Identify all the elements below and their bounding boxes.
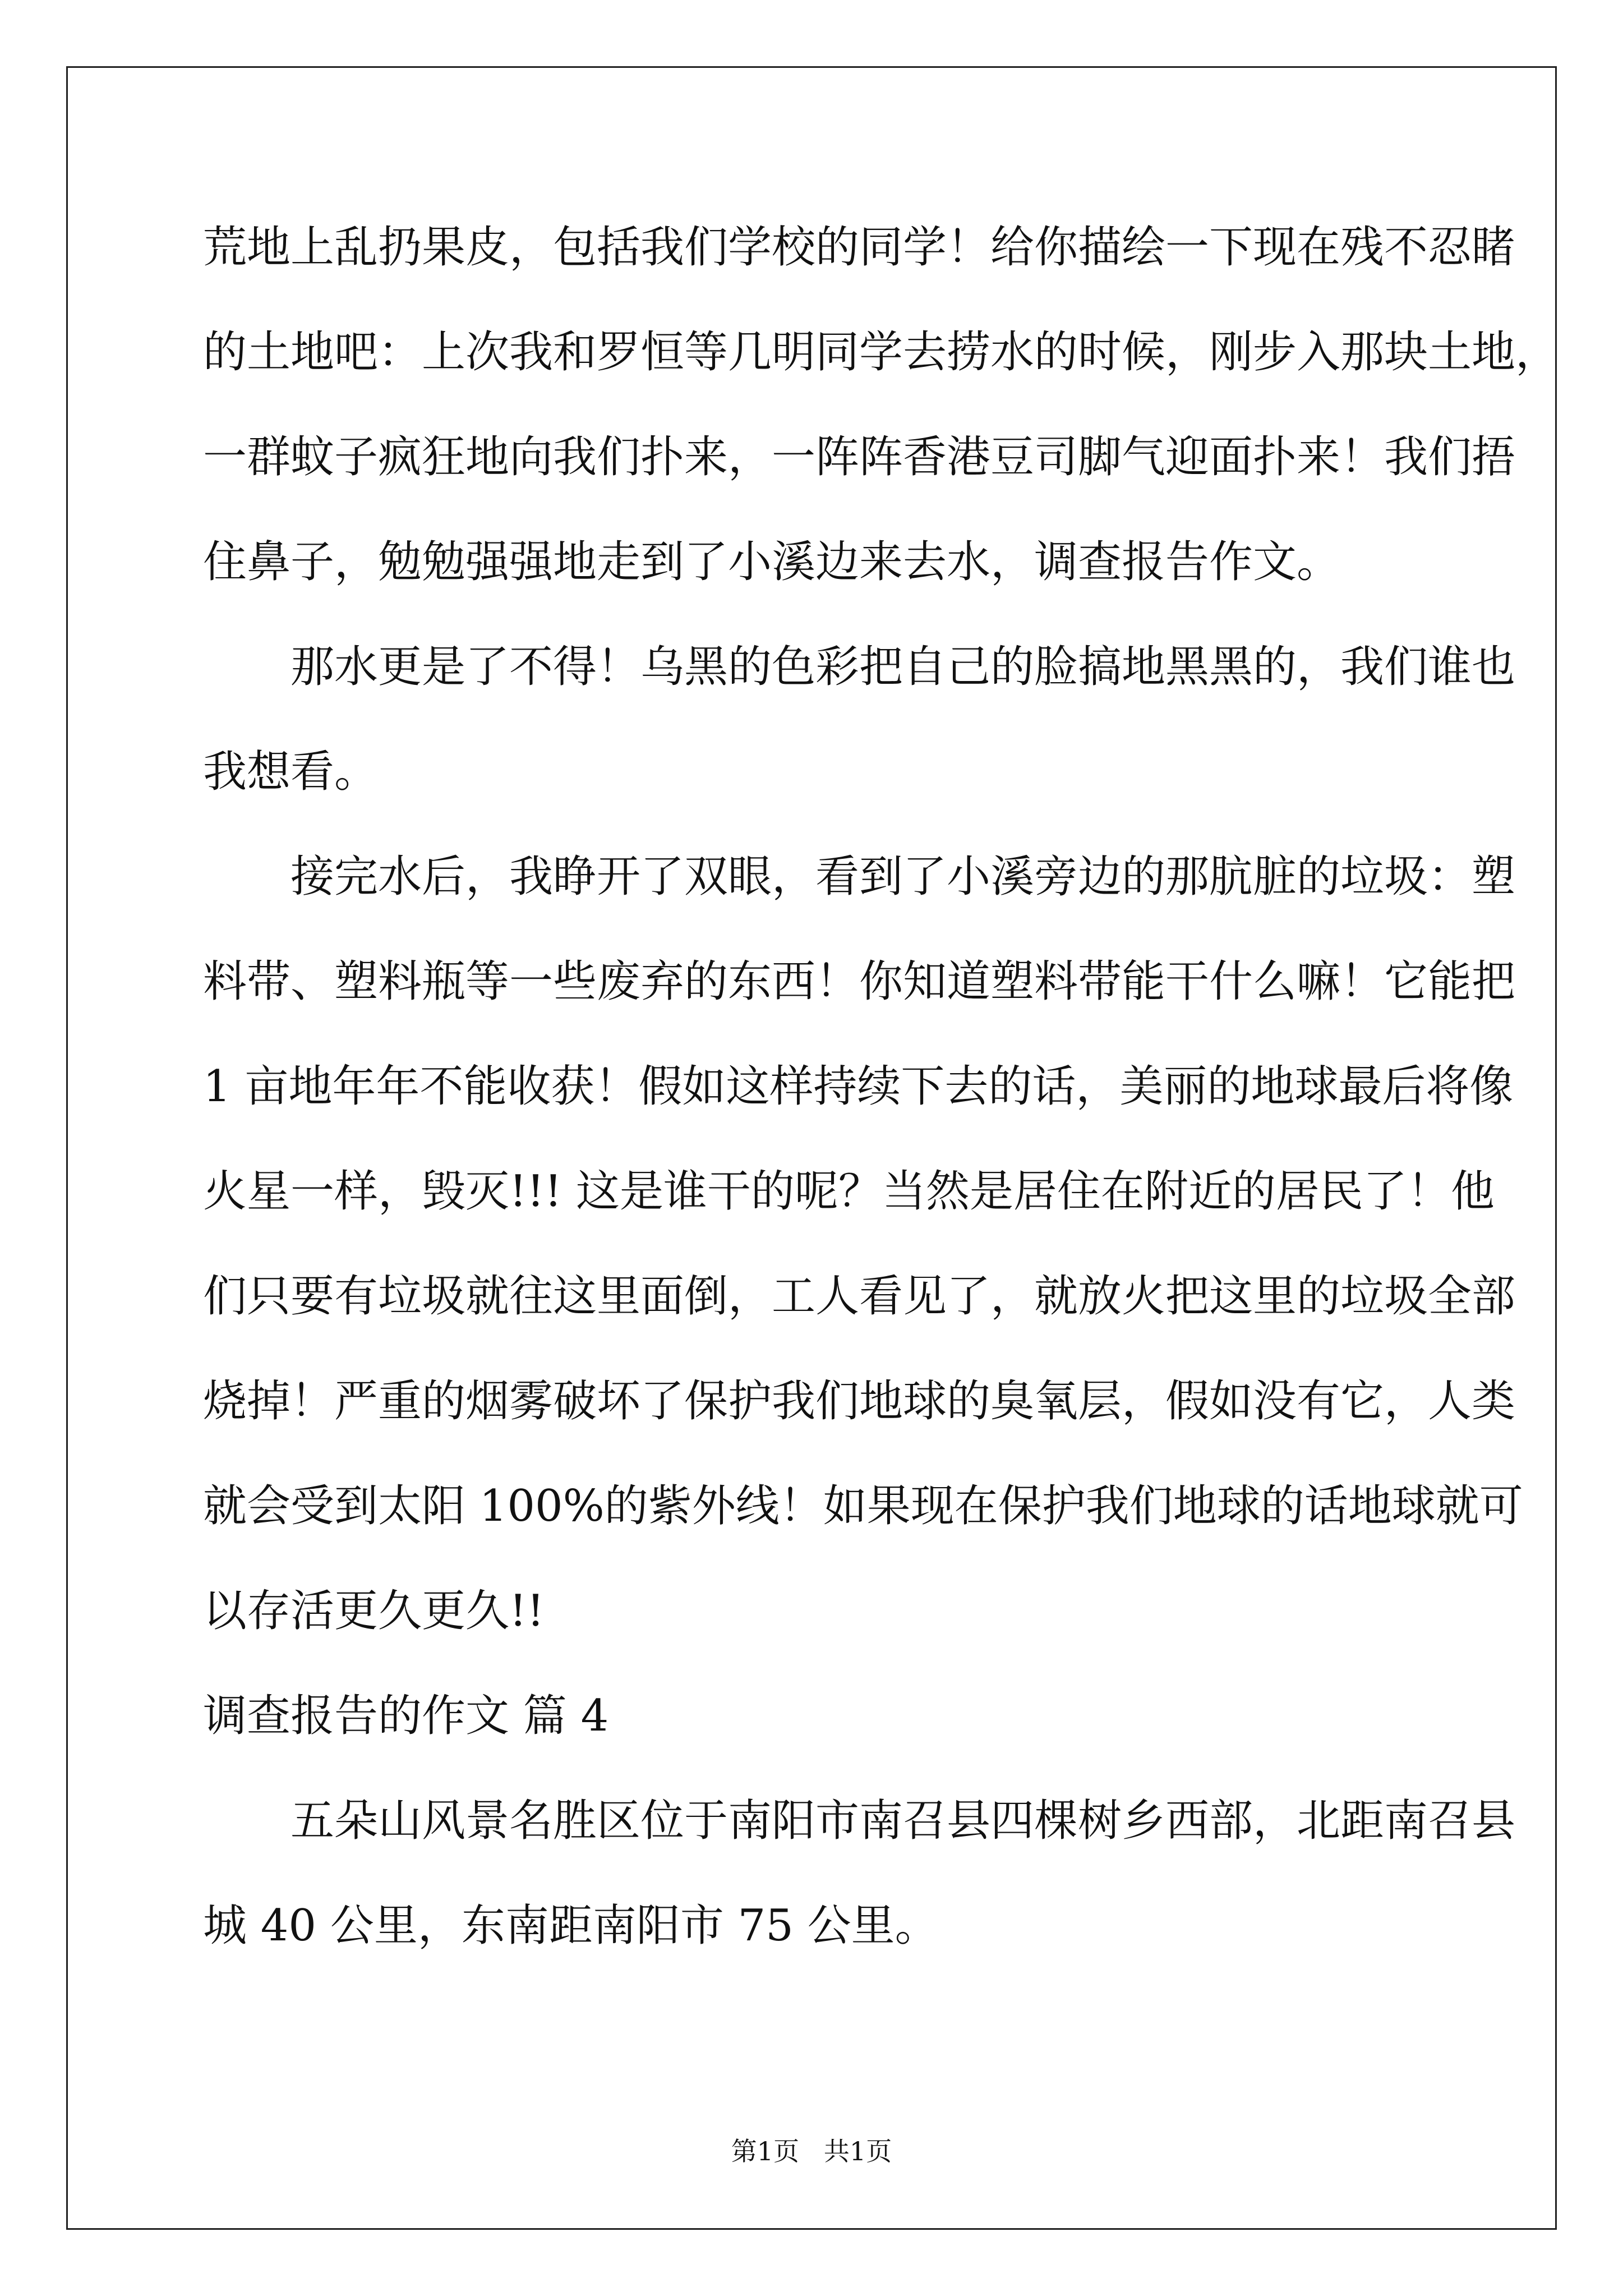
text-line: 烧掉！严重的烟雾破坏了保护我们地球的臭氧层，假如没有它，人类 (203, 1376, 1516, 1427)
text-line: 1 亩地年年不能收获！假如这样持续下去的话，美丽的地球最后将像 (203, 1061, 1514, 1112)
text-line: 那水更是了不得！乌黑的色彩把自己的脸搞地黑黑的，我们谁也 (203, 642, 1516, 692)
text-line: 住鼻子，勉勉强强地走到了小溪边来去水，调查报告作文。 (203, 537, 1341, 587)
text-line: 的土地吧：上次我和罗恒等几明同学去捞水的时候，刚步入那块土地， (203, 327, 1560, 378)
text-line: 城 40 公里，东南距南阳市 75 公里。 (203, 1901, 939, 1951)
page-footer (0, 2132, 1623, 2171)
text-line: 们只要有垃圾就往这里面倒，工人看见了，就放火把这里的垃圾全部 (203, 1271, 1516, 1322)
text-line: 荒地上乱扔果皮，包括我们学校的同学！给你描绘一下现在残不忍睹 (203, 222, 1516, 273)
page-number-label: 第1页 共1页 (731, 2136, 892, 2166)
text-line: 火星一样，毁灭!!! 这是谁干的呢？当然是居住在附近的居民了！他 (203, 1166, 1495, 1217)
text-line: 料带、塑料瓶等一些废弃的东西！你知道塑料带能干什么嘛！它能把 (203, 956, 1516, 1007)
text-line: 以存活更久更久!! (203, 1586, 545, 1636)
text-line: 五朵山风景名胜区位于南阳市南召县四棵树乡西部，北距南召县 (203, 1796, 1516, 1846)
text-line: 就会受到太阳 100%的紫外线！如果现在保护我们地球的话地球就可 (203, 1481, 1523, 1531)
text-line: 我想看。 (203, 747, 379, 797)
text-line: 一群蚊子疯狂地向我们扑来，一阵阵香港豆司脚气迎面扑来！我们捂 (203, 432, 1516, 482)
section-heading: 调查报告的作文 篇 4 (203, 1691, 609, 1741)
text-line: 接完水后，我睁开了双眼，看到了小溪旁边的那肮脏的垃圾：塑 (203, 852, 1516, 902)
